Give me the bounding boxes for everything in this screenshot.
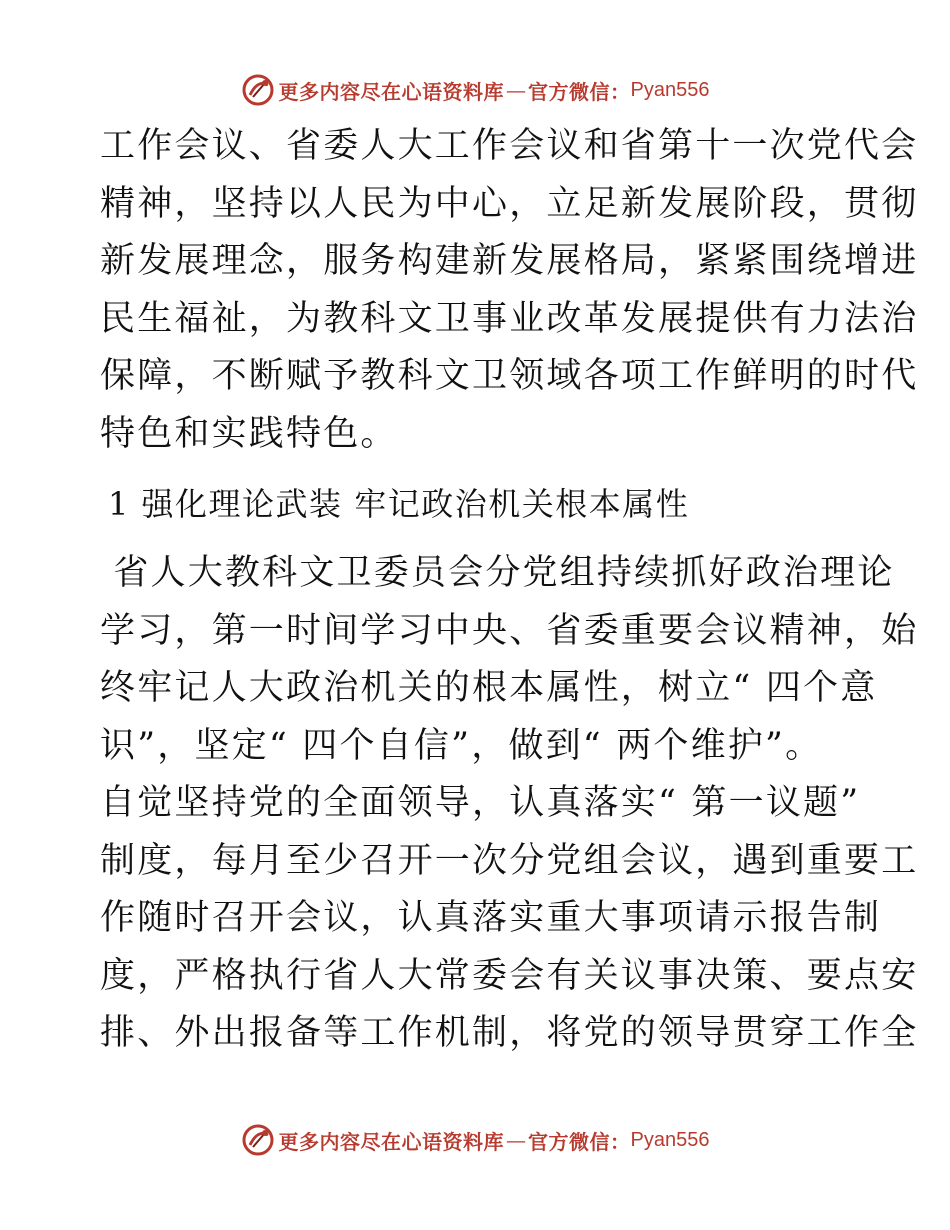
text-line: 工作会议、省委人大工作会议和省第十一次党代会	[100, 126, 919, 166]
watermark-wechat-id: Pyan556	[630, 78, 710, 101]
watermark-prefix: 官方微信：	[528, 79, 631, 104]
section-heading: 1 强化理论武装 牢记政治机关根本属性	[108, 485, 690, 523]
text-line: 自觉坚持党的全面领导，认真落实“ 第一议题”	[100, 783, 861, 823]
watermark-separator: —	[506, 78, 527, 102]
text-line: 排、外出报备等工作机制，将党的领导贯穿工作全	[100, 1013, 919, 1053]
watermark-prefix: 官方微信：	[528, 1129, 631, 1154]
text-line: 学习，第一时间学习中央、省委重要会议精神，始	[100, 610, 919, 651]
watermark-header	[0, 70, 950, 110]
text-line: 新发展理念，服务构建新发展格局，紧紧围绕增进	[100, 241, 919, 281]
text-line: 精神，坚持以人民为中心，立足新发展阶段，贯彻	[100, 183, 919, 224]
logo-icon	[241, 1123, 275, 1157]
watermark-wechat-id: Pyan556	[630, 1128, 710, 1151]
text-line: 度，严格执行省人大常委会有关议事决策、要点安	[100, 955, 919, 996]
document-body	[100, 118, 919, 1063]
text-line: 识”，坚定“ 四个自信”，做到“ 两个维护”。	[100, 725, 823, 766]
logo-icon	[241, 73, 275, 107]
text-line: 保障，不断赋予教科文卫领域各项工作鲜明的时代	[100, 356, 919, 396]
watermark-separator: —	[506, 1128, 527, 1152]
watermark-footer	[0, 1120, 950, 1160]
paragraph-intro	[100, 118, 919, 463]
text-line: 作随时召开会议，认真落实重大事项请示报告制	[100, 898, 882, 938]
watermark-main-text: 更多内容尽在心语资料库	[278, 1129, 505, 1154]
text-line: 特色和实践特色。	[100, 413, 398, 454]
text-line: 省人大教科文卫委员会分党组持续抓好政治理论	[100, 553, 895, 593]
watermark-main-text: 更多内容尽在心语资料库	[278, 79, 505, 104]
paragraph-section-1	[100, 545, 919, 1063]
text-line: 制度，每月至少召开一次分党组会议，遇到重要工	[100, 840, 919, 881]
text-line: 终牢记人大政治机关的根本属性，树立“ 四个意	[100, 668, 878, 708]
text-line: 民生福祉，为教科文卫事业改革发展提供有力法治	[100, 298, 919, 339]
